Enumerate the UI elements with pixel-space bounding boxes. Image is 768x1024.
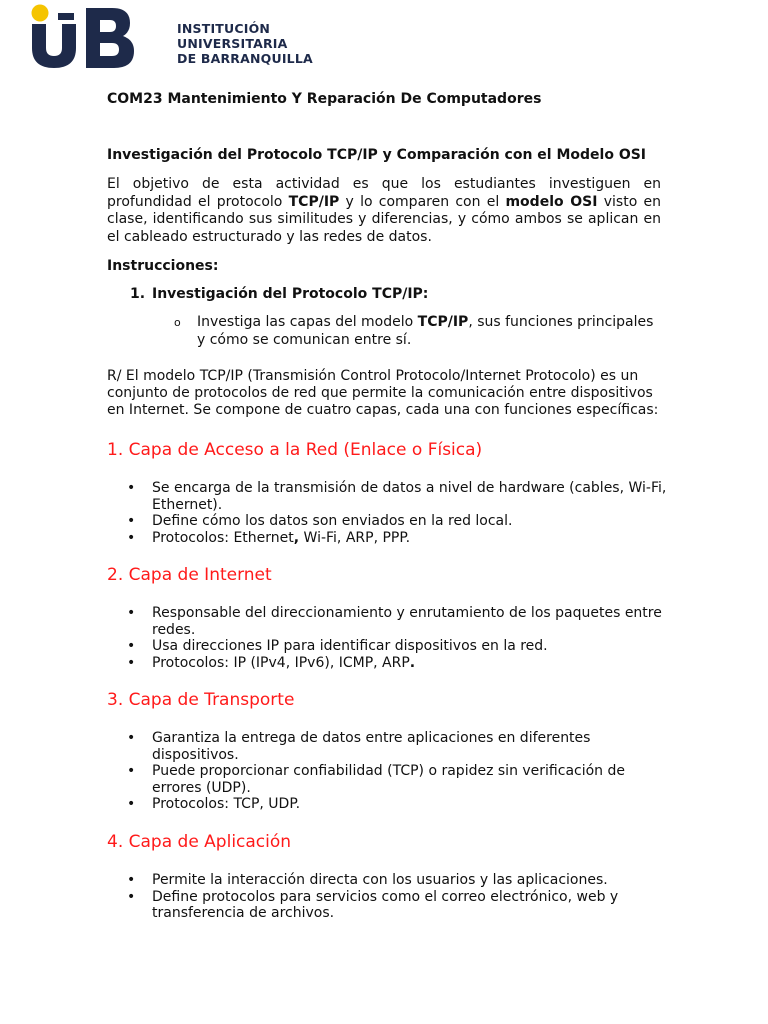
list-item-text: Se encarga de la transmisión de datos a nivel de hardware (cables, Wi-Fi, Ethernet). <box>152 480 667 513</box>
logo-text <box>177 21 313 66</box>
logo-line-3: DE BARRANQUILLA <box>177 51 313 66</box>
logo-line-1: INSTITUCIÓN <box>177 21 271 36</box>
bullet-icon: • <box>127 480 136 496</box>
logo-line-2: UNIVERSITARIA <box>177 36 288 51</box>
list-item <box>107 530 667 547</box>
layer-list <box>107 730 667 813</box>
list-item-text: Usa direcciones IP para identificar dispositivos en la red. <box>152 638 548 654</box>
instructions-label: Instrucciones: <box>107 258 219 274</box>
layer-heading: 3. Capa de Transporte <box>107 690 295 710</box>
intro-paragraph <box>107 176 661 246</box>
list-item <box>107 605 667 638</box>
list-item <box>107 513 667 530</box>
protocols-bold: . <box>409 654 416 671</box>
intro-text-3: visto en clase, identificando sus similitudes y diferencias, y cómo ambos se aplican en el cableado estructurado y las redes de datos. <box>107 193 661 245</box>
list-item <box>107 730 667 763</box>
bullet-icon: • <box>127 763 136 779</box>
sub-text-2: , sus funciones principales y cómo se comunican entre sí. <box>197 314 654 348</box>
university-logo <box>30 4 313 70</box>
sub-text-1: Investiga las capas del modelo <box>197 314 418 330</box>
bullet-icon: • <box>127 638 136 654</box>
list-item <box>107 480 667 513</box>
bullet-icon: • <box>127 872 136 888</box>
bullet-icon: • <box>127 888 136 905</box>
list-item-text: Define cómo los datos son enviados en la red local. <box>152 513 513 529</box>
list-item <box>107 655 667 672</box>
sub-marker: o <box>174 316 181 329</box>
protocols-text: Protocolos: Ethernet <box>152 529 294 546</box>
layer-heading: 2. Capa de Internet <box>107 565 272 585</box>
doc-title: Investigación del Protocolo TCP/IP y Comparación con el Modelo OSI <box>107 147 647 163</box>
layer-heading: 4. Capa de Aplicación <box>107 832 292 852</box>
intro-bold-2: modelo OSI <box>505 193 598 210</box>
layer-list <box>107 872 667 922</box>
sub-bold-1: TCP/IP <box>417 314 469 330</box>
list-item-text: Permite la interacción directa con los usuarios y las aplicaciones. <box>152 872 608 888</box>
sub-item <box>197 314 661 349</box>
bullet-icon: • <box>127 730 136 746</box>
list-item <box>107 763 667 796</box>
layer-heading: 1. Capa de Acceso a la Red (Enlace o Física) <box>107 440 483 460</box>
layer-list <box>107 605 667 671</box>
intro-bold-1: TCP/IP <box>288 193 340 210</box>
step-number: 1. <box>130 286 146 302</box>
protocols-text-end: Wi-Fi, ARP, PPP. <box>299 529 411 546</box>
list-item-text: Garantiza la entrega de datos entre aplicaciones en diferentes dispositivos. <box>152 730 591 763</box>
list-item <box>107 796 667 813</box>
uib-logo-icon <box>30 4 140 70</box>
answer-paragraph: R/ El modelo TCP/IP (Transmisión Control Protocolo/Internet Protocolo) es un conjunto de protocolos de red que permite la comunicación entre dispositivos en Internet. Se compone de cuatro capas, cada una con funciones específicas: <box>107 368 659 418</box>
bullet-icon: • <box>127 654 136 671</box>
list-item-text: Puede proporcionar confiabilidad (TCP) o rapidez sin verificación de errores (UDP). <box>152 763 626 796</box>
protocols-bold: , <box>293 529 300 546</box>
list-item-text: Responsable del direccionamiento y enrutamiento de los paquetes entre redes. <box>152 605 662 638</box>
list-item-text: Protocolos: TCP, UDP. <box>152 796 301 812</box>
list-item <box>107 638 667 655</box>
course-title: COM23 Mantenimiento Y Reparación De Computadores <box>107 91 542 107</box>
protocols-text: Protocolos: IP (IPv4, IPv6), ICMP, ARP <box>152 654 410 671</box>
bullet-icon: • <box>127 796 136 812</box>
bullet-icon: • <box>127 529 136 546</box>
bullet-icon: • <box>127 513 136 529</box>
intro-text-2: y lo comparen con el <box>339 193 506 210</box>
layer-list <box>107 480 667 546</box>
bullet-icon: • <box>127 605 136 621</box>
list-item <box>107 872 667 889</box>
list-item <box>107 889 667 922</box>
step-label: Investigación del Protocolo TCP/IP: <box>152 286 429 302</box>
intro-text-1: El objetivo de esta actividad es que los estudiantes investiguen en profundidad el protocolo <box>107 176 661 210</box>
list-item-text: Define protocolos para servicios como el correo electrónico, web y transferencia de archivos. <box>152 888 619 921</box>
